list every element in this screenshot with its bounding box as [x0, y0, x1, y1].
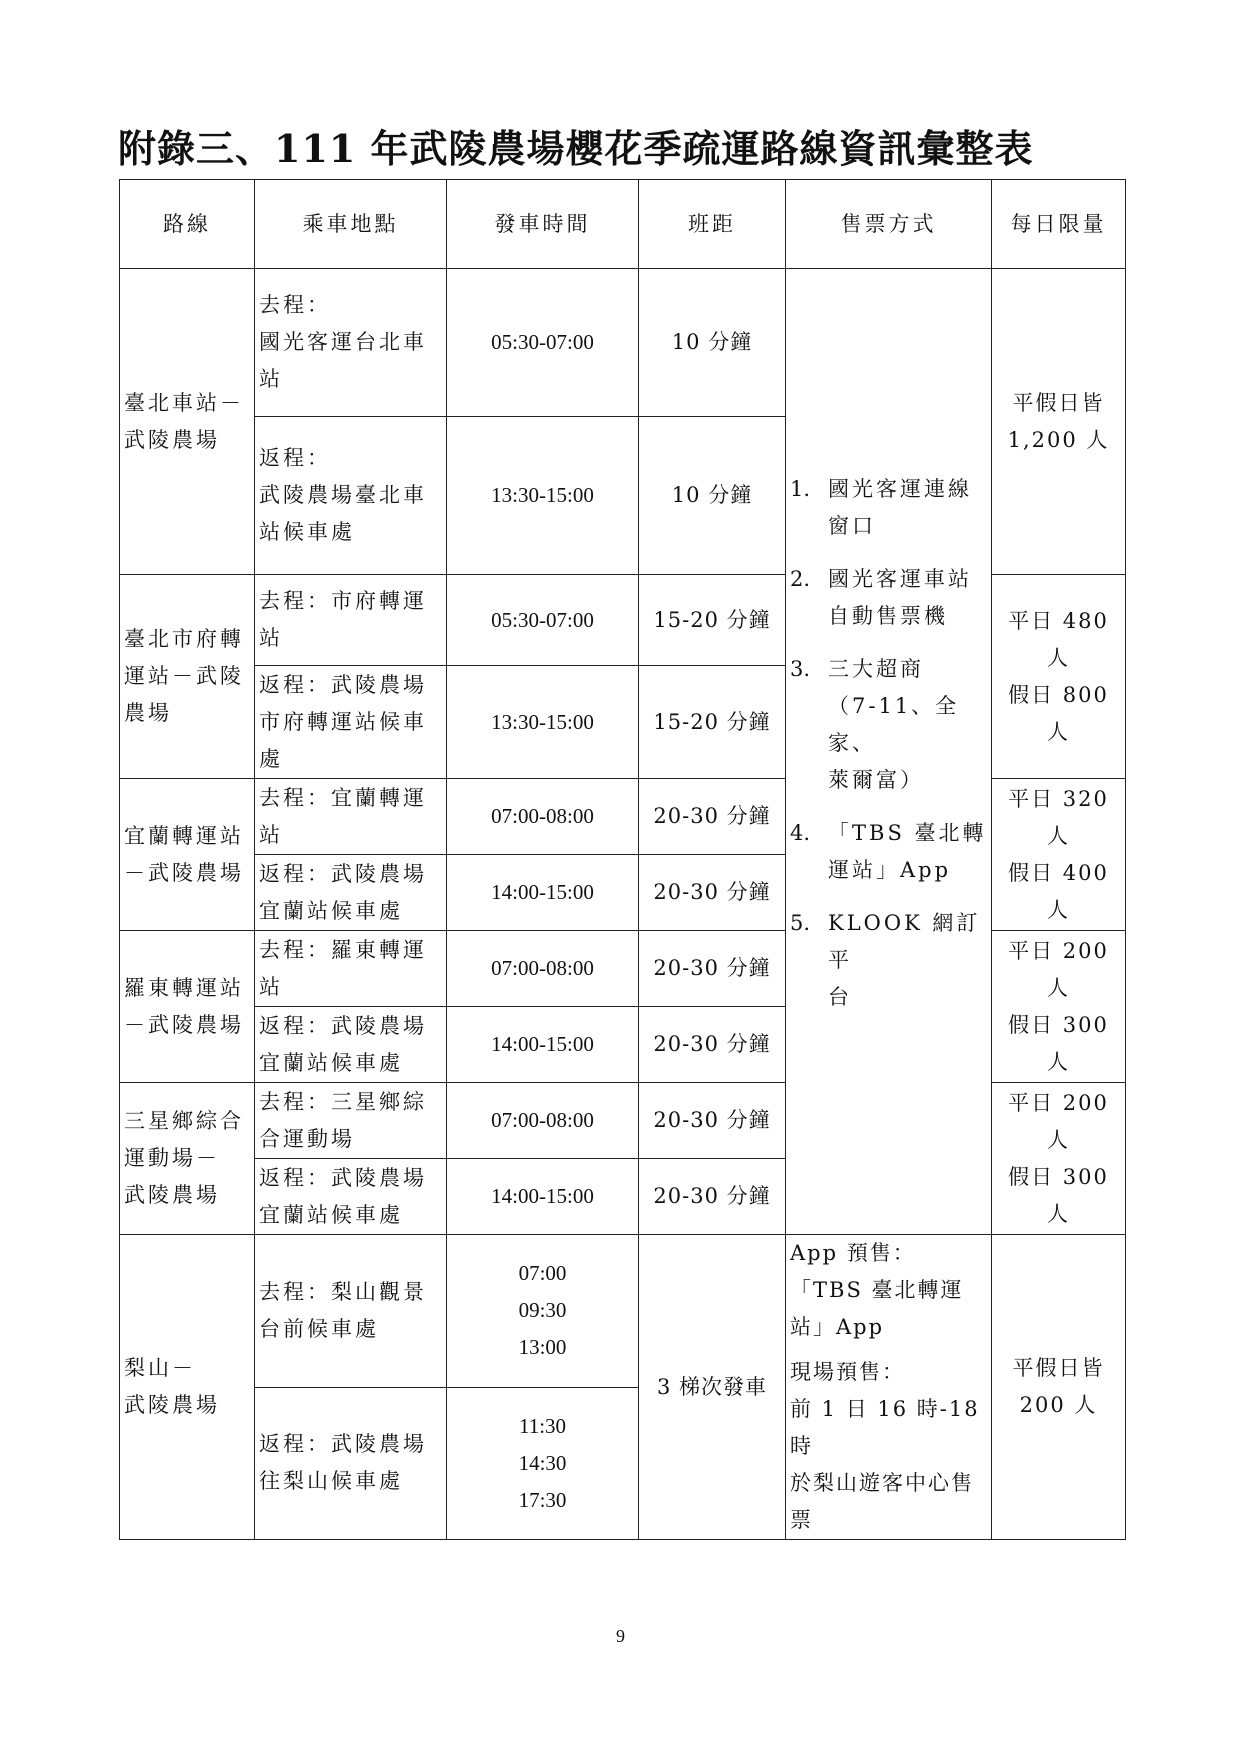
- departure-time: 11:30 14:30 17:30: [447, 1387, 639, 1540]
- ticketing-methods: [786, 269, 992, 1235]
- page-number: 9: [616, 1626, 625, 1646]
- route-cell: 梨山－ 武陵農場: [120, 1235, 255, 1540]
- daily-limit: 平假日皆 1,200 人: [992, 269, 1126, 575]
- daily-limit: 平日 320 人 假日 400 人: [992, 779, 1126, 931]
- boarding-location: 返程： 武陵農場臺北車 站候車處: [255, 417, 447, 575]
- daily-limit: 平日 200 人 假日 300 人: [992, 1083, 1126, 1235]
- header-boarding-location: 乘車地點: [255, 180, 447, 269]
- header-interval: 班距: [639, 180, 786, 269]
- interval: 20-30 分鐘: [639, 855, 786, 931]
- departure-time: 14:00-15:00: [447, 1007, 639, 1083]
- lishan-ticketing: App 預售： 「TBS 臺北轉運 站」App 現場預售： 前 1 日 16 時-18 時 於梨山遊客中心售 票: [786, 1235, 992, 1540]
- boarding-location: 返程：武陵農場 宜蘭站候車處: [255, 855, 447, 931]
- header-daily-limit: 每日限量: [992, 180, 1126, 269]
- interval: 15-20 分鐘: [639, 575, 786, 666]
- list-item: 5. KLOOK 網訂平 台: [790, 911, 981, 1009]
- departure-time: 14:00-15:00: [447, 855, 639, 931]
- route-cell: 臺北市府轉 運站－武陵 農場: [120, 575, 255, 779]
- boarding-location: 去程：梨山觀景 台前候車處: [255, 1235, 447, 1388]
- interval: 10 分鐘: [639, 269, 786, 417]
- daily-limit: 平日 200 人 假日 300 人: [992, 931, 1126, 1083]
- interval: 3 梯次發車: [639, 1235, 786, 1540]
- route-cell: 羅東轉運站 －武陵農場: [120, 931, 255, 1083]
- interval: 20-30 分鐘: [639, 1083, 786, 1159]
- header-ticketing: 售票方式: [786, 180, 992, 269]
- departure-time: 13:30-15:00: [447, 666, 639, 779]
- daily-limit: 平日 480 人 假日 800 人: [992, 575, 1126, 779]
- departure-time: 07:00-08:00: [447, 1083, 639, 1159]
- route-cell: 宜蘭轉運站 －武陵農場: [120, 779, 255, 931]
- departure-time: 07:00-08:00: [447, 931, 639, 1007]
- list-item: 4. 「TBS 臺北轉 運站」App: [790, 821, 987, 882]
- boarding-location: 去程：羅東轉運 站: [255, 931, 447, 1007]
- header-departure-time: 發車時間: [447, 180, 639, 269]
- boarding-location: 返程：武陵農場 宜蘭站候車處: [255, 1007, 447, 1083]
- interval: 20-30 分鐘: [639, 779, 786, 855]
- boarding-location: 去程：三星鄉綜 合運動場: [255, 1083, 447, 1159]
- table-row: [120, 1235, 1126, 1388]
- list-item: 3. 三大超商 （7-11、全家、 萊爾富）: [790, 657, 960, 792]
- departure-time: 13:30-15:00: [447, 417, 639, 575]
- departure-time: 14:00-15:00: [447, 1159, 639, 1235]
- interval: 15-20 分鐘: [639, 666, 786, 779]
- departure-time: 05:30-07:00: [447, 269, 639, 417]
- boarding-location: 去程：市府轉運 站: [255, 575, 447, 666]
- boarding-location: 去程：宜蘭轉運 站: [255, 779, 447, 855]
- departure-time: 07:00-08:00: [447, 779, 639, 855]
- table-row: [120, 269, 1126, 417]
- boarding-location: 返程：武陵農場 市府轉運站候車 處: [255, 666, 447, 779]
- page-title: 附錄三、111 年武陵農場櫻花季疏運路線資訊彙整表: [118, 126, 1034, 171]
- departure-time: 07:00 09:30 13:00: [447, 1235, 639, 1388]
- interval: 20-30 分鐘: [639, 931, 786, 1007]
- route-cell: 三星鄉綜合 運動場－ 武陵農場: [120, 1083, 255, 1235]
- route-cell: 臺北車站－ 武陵農場: [120, 269, 255, 575]
- list-item: 2. 國光客運車站 自動售票機: [790, 567, 972, 628]
- table-header-row: [120, 180, 1126, 269]
- header-route: 路線: [120, 180, 255, 269]
- interval: 20-30 分鐘: [639, 1007, 786, 1083]
- boarding-location: 去程： 國光客運台北車 站: [255, 269, 447, 417]
- departure-time: 05:30-07:00: [447, 575, 639, 666]
- boarding-location: 返程：武陵農場 往梨山候車處: [255, 1387, 447, 1540]
- boarding-location: 返程：武陵農場 宜蘭站候車處: [255, 1159, 447, 1235]
- list-item: 1. 國光客運連線 窗口: [790, 477, 972, 538]
- interval: 10 分鐘: [639, 417, 786, 575]
- interval: 20-30 分鐘: [639, 1159, 786, 1235]
- shuttle-route-table: [119, 179, 1126, 1540]
- daily-limit: 平假日皆 200 人: [992, 1235, 1126, 1540]
